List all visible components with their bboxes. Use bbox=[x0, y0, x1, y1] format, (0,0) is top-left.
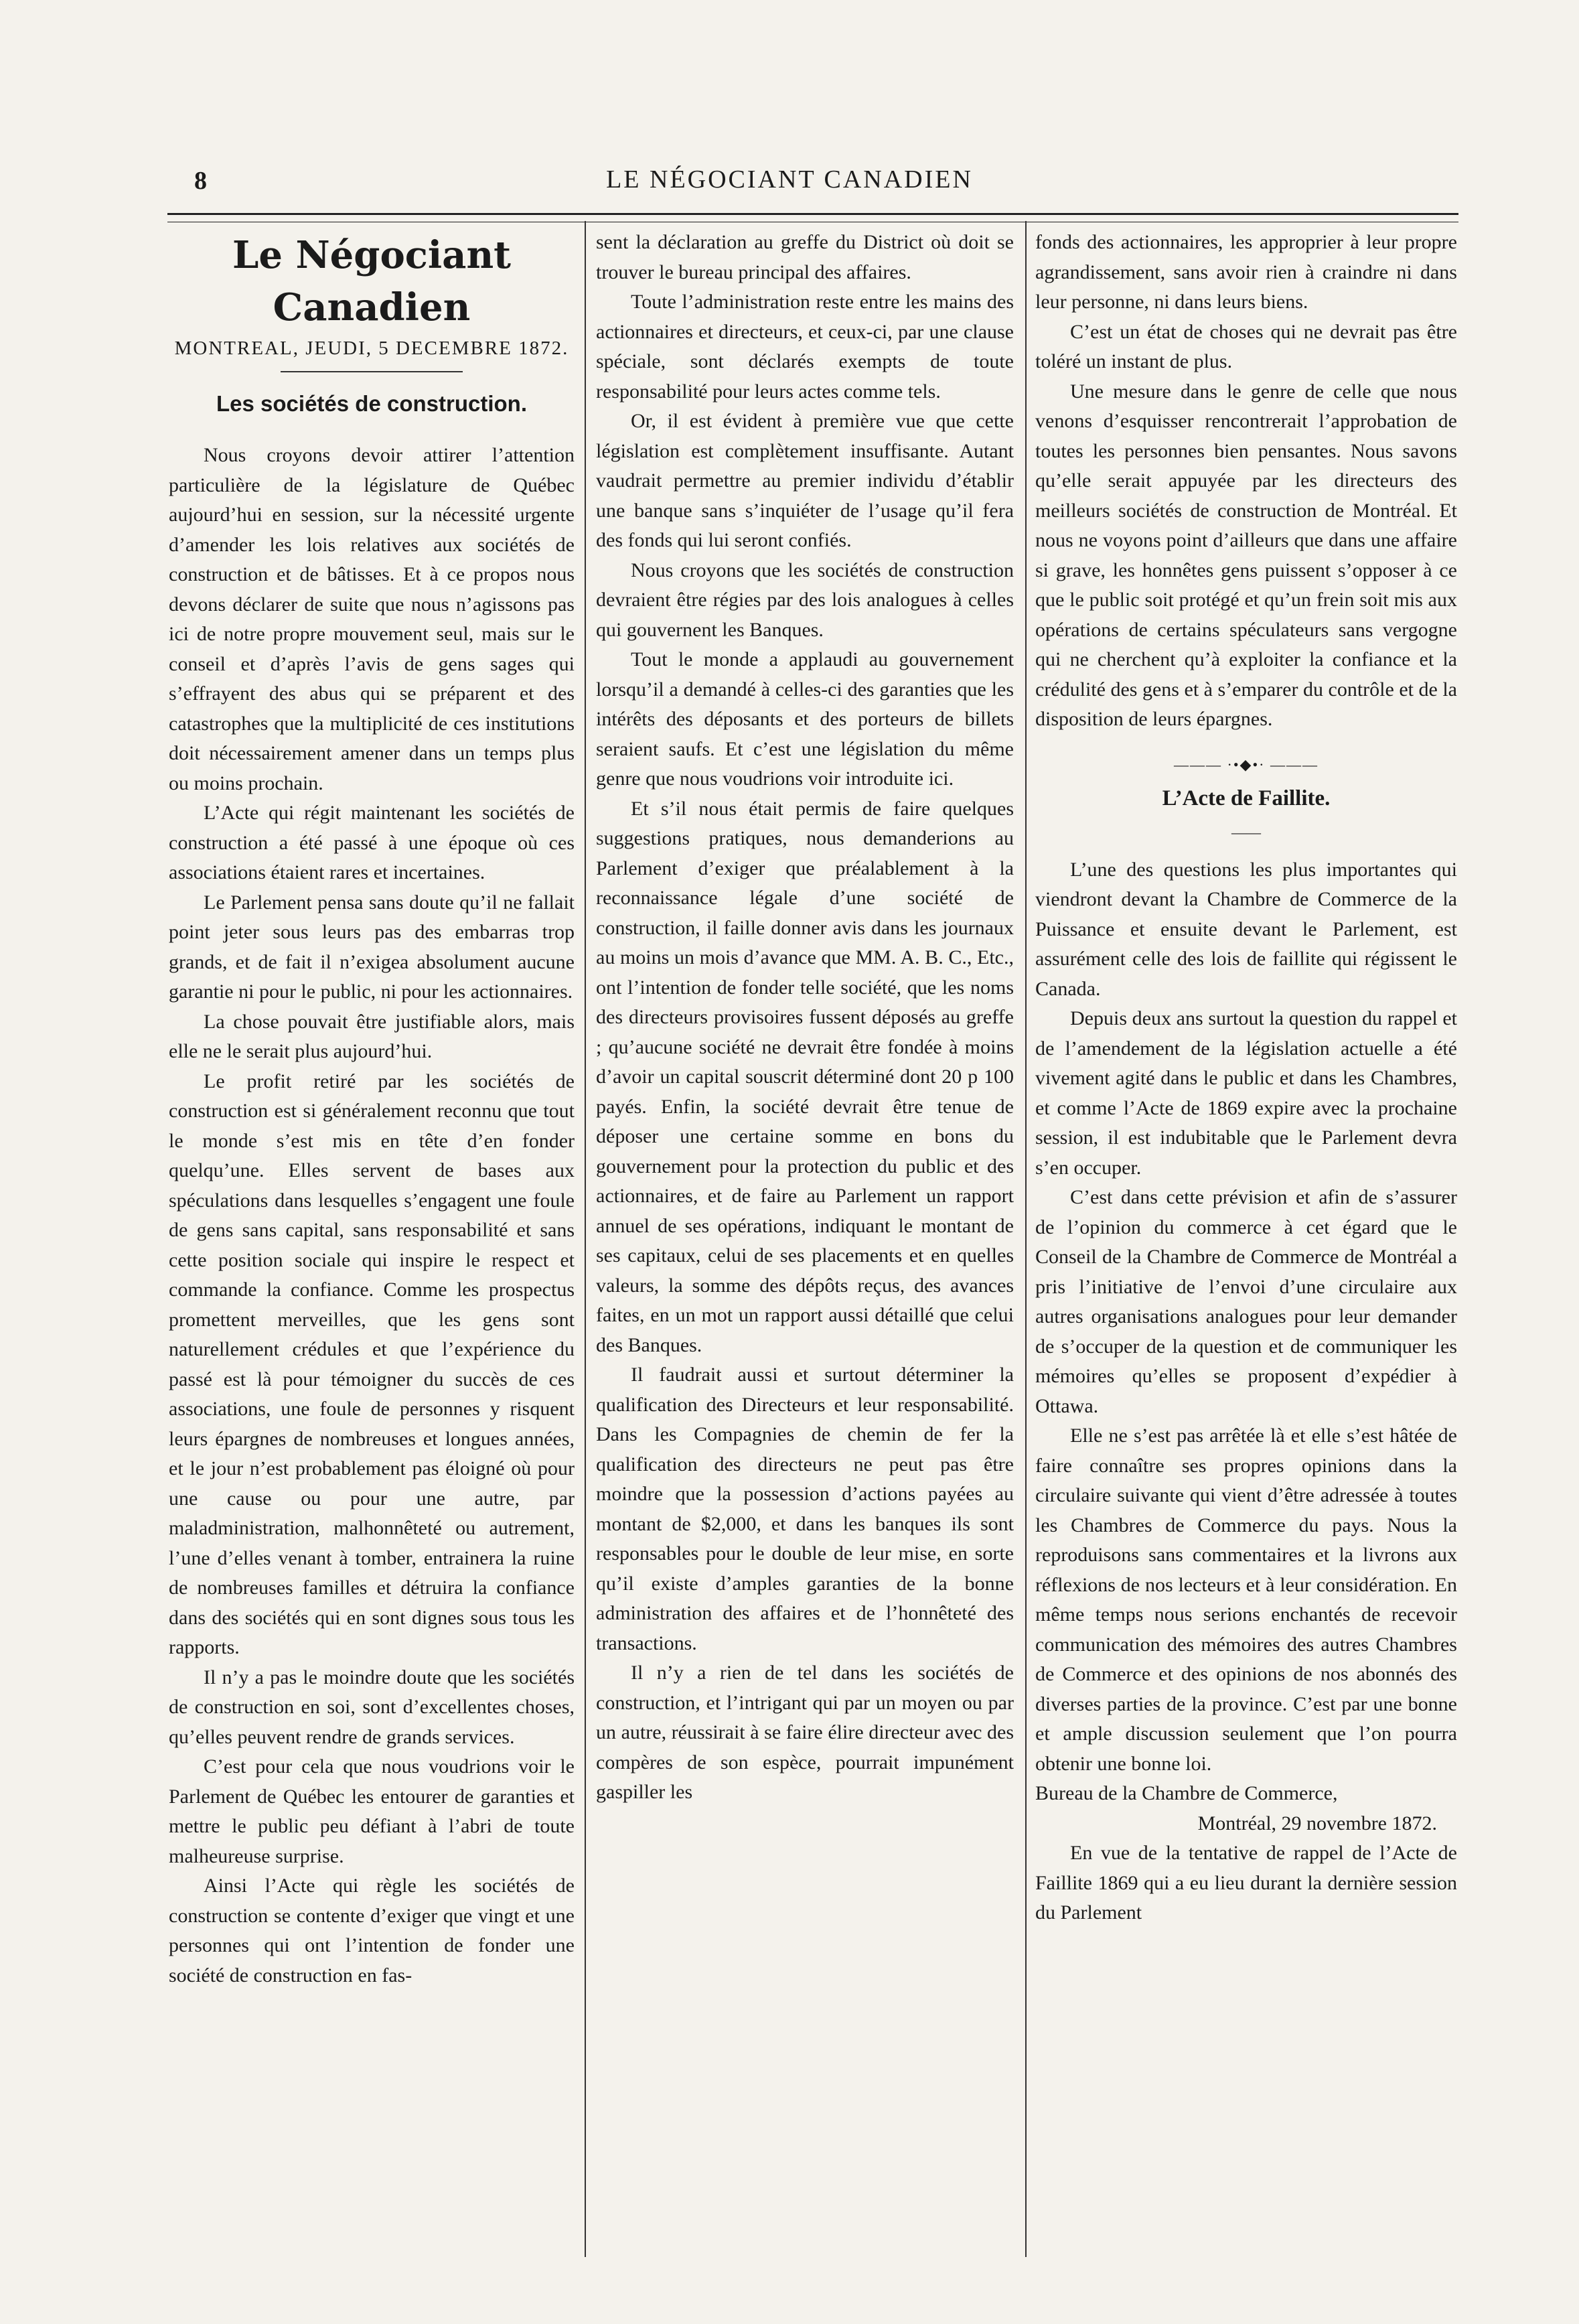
column-2 bbox=[596, 228, 1014, 2264]
paragraph: sent la déclaration au greffe du District où doit se trouver le bureau principal des affaires. bbox=[596, 231, 1014, 283]
paragraph: L’une des questions les plus importantes qui viendront devant la Chambre de Commerce de la Puissance et ensuite devant le Parlement, est assurément celle des lois de faillite qui régissent le Canada. bbox=[1035, 858, 1457, 1000]
letter-date: Montréal, 29 novembre 1872. bbox=[1197, 1812, 1437, 1834]
column-1 bbox=[169, 228, 575, 2264]
paragraph: Le profit retiré par les sociétés de construction est si généralement reconnu que tout le monde s’est mis en tête d’en fonder quelqu’une. Elles servent de bases aux spéculations dans lesquelles s’engagent une foule de gens sans capital, sans responsabilité et sans cette position sociale qui inspire le respect et commande la confiance. Comme les prospectus promettent merveilles, que les gens sont naturellement crédules et que l’expérience du passé est là pour témoigner du succès de ces associations, une foule de personnes y risquent leurs épargnes de nombreuses et longues années, et le jour n’est probablement pas éloigné où pour une cause ou pour une autre, par maladministration, malhonnêteté ou autrement, l’une d’elles venant à tomber, entrainera la ruine de nombreuses familles et détruira la confiance dans des sociétés qui en sont dignes sous tous les rapports. bbox=[169, 1070, 575, 1658]
column-rule-1 bbox=[585, 221, 586, 2257]
column-rule-2 bbox=[1025, 221, 1027, 2257]
title-dash: —— bbox=[1231, 823, 1261, 841]
paragraph: Et s’il nous était permis de faire quelques suggestions pratiques, nous demanderions au Parlement d’exiger que préalablement à la reconnaissance légale d’une société de construction, il faille donner avis dans les journaux au moins un mois d’avance que MM. A. B. C., Etc., ont l’intention de fonder telle société, que les noms des directeurs provisoires fussent déposés au greffe ; qu’aucune société ne devrait être fondée à moins d’avoir un capital souscrit déterminé dont 20 p 100 payés. Enfin, la société devrait être tenue de déposer une certaine somme en bons du gouvernement pour la protection du public et des actionnaires, et de faire au Parlement un rapport annuel de ses opérations, indiquant le montant de ses capitaux, celui de ses placements et en quelles valeurs, la somme des dépôts reçus, des avances faites, en un mot un rapport aussi détaillé que celui des Banques. bbox=[596, 797, 1014, 1356]
paragraph: Tout le monde a applaudi au gouvernement lorsqu’il a demandé à celles-ci des garanties que les intérêts des déposants et des porteurs de billets seraient saufs. Et c’est une législation du même genre que nous voudrions voir introduite ici. bbox=[596, 648, 1014, 790]
column-3 bbox=[1035, 228, 1457, 2264]
letter-heading: Bureau de la Chambre de Commerce, bbox=[1035, 1782, 1338, 1804]
masthead-title: Le Négociant Canadien bbox=[232, 233, 512, 330]
paragraph: Toute l’administration reste entre les mains des actionnaires et directeurs, et ceux-ci, par une clause spéciale, sont déclarés exempts de toute responsabilité pour leurs actes comme tels. bbox=[596, 291, 1014, 403]
paragraph: Il n’y a pas le moindre doute que les sociétés de construction en soi, sont d’excellentes choses, qu’elles peuvent rendre de grands services. bbox=[169, 1666, 575, 1748]
paragraph: Il faudrait aussi et surtout déterminer la qualification des Directeurs et leur responsabilité. Dans les Compagnies de chemin de fer la qualification des directeurs ne peut pas être moindre que la possession d’actions payées au montant de $2,000, et dans les banques ils sont responsables pour le double de leur mise, en sorte qu’il existe d’amples garanties de la bonne administration des affaires et de l’honnêteté des transactions. bbox=[596, 1364, 1014, 1654]
paragraph: En vue de la tentative de rappel de l’Acte de Faillite 1869 qui a eu lieu durant la dernière session du Parlement bbox=[1035, 1842, 1457, 1923]
running-title: LE NÉGOCIANT CANADIEN bbox=[606, 165, 973, 194]
page-number: 8 bbox=[194, 167, 207, 195]
paragraph: C’est un état de choses qui ne devrait pas être toléré un instant de plus. bbox=[1035, 320, 1457, 372]
paragraph: Elle ne s’est pas arrêtée là et elle s’est hâtée de faire connaître ses propres opinions dans la circulaire suivante qui vient d’être adressée à toutes les Chambres de Commerce du pays. Nous la reproduisons sans commentaires et la livrons aux réflexions de nos lecteurs et à leur considération. En même temps nous serions enchantés de recevoir communication des mémoires des autres Chambres de Commerce et des opinions de nos abonnés des diverses parties de la province. C’est par une bonne et ample discussion seulement que l’on pourra obtenir une bonne loi. bbox=[1035, 1425, 1457, 1775]
paragraph: La chose pouvait être justifiable alors, mais elle ne le serait plus aujourd’hui. bbox=[169, 1010, 575, 1062]
paragraph: fonds des actionnaires, les approprier à leur propre agrandissement, sans avoir rien à craindre ni dans leur personne, ni dans leurs biens. bbox=[1035, 231, 1457, 313]
article-title-construction: Les sociétés de construction. bbox=[216, 391, 527, 416]
paragraph: Depuis deux ans surtout la question du rappel et de l’amendement de la législation actuelle a été vivement agité dans le public et dans les Chambres, et comme l’Acte de 1869 expire avec la prochaine session, il est indubitable que le Parlement devra s’en occuper. bbox=[1035, 1007, 1457, 1179]
paragraph: Nous croyons devoir attirer l’attention particulière de la législature de Québec aujourd’hui en session, sur la nécessité urgente d’amender les lois relatives aux sociétés de construction et de bâtisses. Et à ce propos nous devons déclarer de suite que nous n’agissons pas ici de notre propre mouvement seul, mais sur le conseil et d’après l’avis de gens sages qui s’effrayent des abus qui se préparent et des catastrophes que la multiplicité de ces institutions doit nécessairement amener dans un temps plus ou moins prochain. bbox=[169, 444, 575, 794]
masthead-rule bbox=[281, 371, 463, 372]
section-ornament: ——— ·•◆•· ——— bbox=[1174, 755, 1319, 773]
article-title-faillite: L’Acte de Faillite. bbox=[1162, 786, 1331, 810]
paragraph: C’est pour cela que nous voudrions voir le Parlement de Québec les entourer de garanties et mettre le public peu défiant à l’abri de toute malheureuse surprise. bbox=[169, 1755, 575, 1867]
paragraph: C’est dans cette prévision et afin de s’assurer de l’opinion du commerce à cet égard que le Conseil de la Chambre de Commerce de Montréal a pris l’initiative de l’envoi d’une circulaire aux autres organisations analogues pour leur demander de s’occuper de la question et de communiquer les mémoires qu’elles se proposent d’expédier à Ottawa. bbox=[1035, 1186, 1457, 1417]
header-rule bbox=[167, 213, 1458, 222]
paragraph: Nous croyons que les sociétés de construction devraient être régies par des lois analogues à celles qui gouvernent les Banques. bbox=[596, 559, 1014, 641]
paragraph: Il n’y a rien de tel dans les sociétés de construction, et l’intrigant qui par un moyen ou par un autre, réussirait à se faire élire directeur avec des compères de son espèce, pourrait impunément gaspiller les bbox=[596, 1662, 1014, 1803]
paragraph: Ainsi l’Acte qui règle les sociétés de construction se contente d’exiger que vingt et une personnes qui ont l’intention de fonder une société de construction en fas- bbox=[169, 1875, 575, 1986]
masthead-dateline: MONTREAL, JEUDI, 5 DECEMBRE 1872. bbox=[174, 338, 569, 359]
paragraph: L’Acte qui régit maintenant les sociétés de construction a été passé à une époque où ces associations étaient rares et incertaines. bbox=[169, 802, 575, 883]
paragraph: Or, il est évident à première vue que cette législation est complètement insuffisante. Autant vaudrait permettre au premier individu d’établir une banque sans s’inquiéter de l’usage qu’il fera des fonds qui lui seront confiés. bbox=[596, 410, 1014, 551]
paragraph: Une mesure dans le genre de celle que nous venons d’esquisser rencontrerait l’approbation de toutes les personnes bien pensantes. Nous savons qu’elle serait appuyée par les directeurs des meilleurs sociétés de construction de Montréal. Et nous ne voyons point d’ailleurs que dans une affaire si grave, les honnêtes gens puissent s’opposer à ce que le public soit protégé et qu’un frein soit mis aux opérations de certains spéculateurs sans vergogne qui ne cherchent qu’à exploiter la confiance et la crédulité des gens et à s’emparer du contrôle et de la disposition de leurs épargnes. bbox=[1035, 380, 1457, 730]
paragraph: Le Parlement pensa sans doute qu’il ne fallait point jeter sous leurs pas des embarras trop grands, et de fait il n’exigea absolument aucune garantie ni pour le public, ni pour les actionnaires. bbox=[169, 891, 575, 1003]
